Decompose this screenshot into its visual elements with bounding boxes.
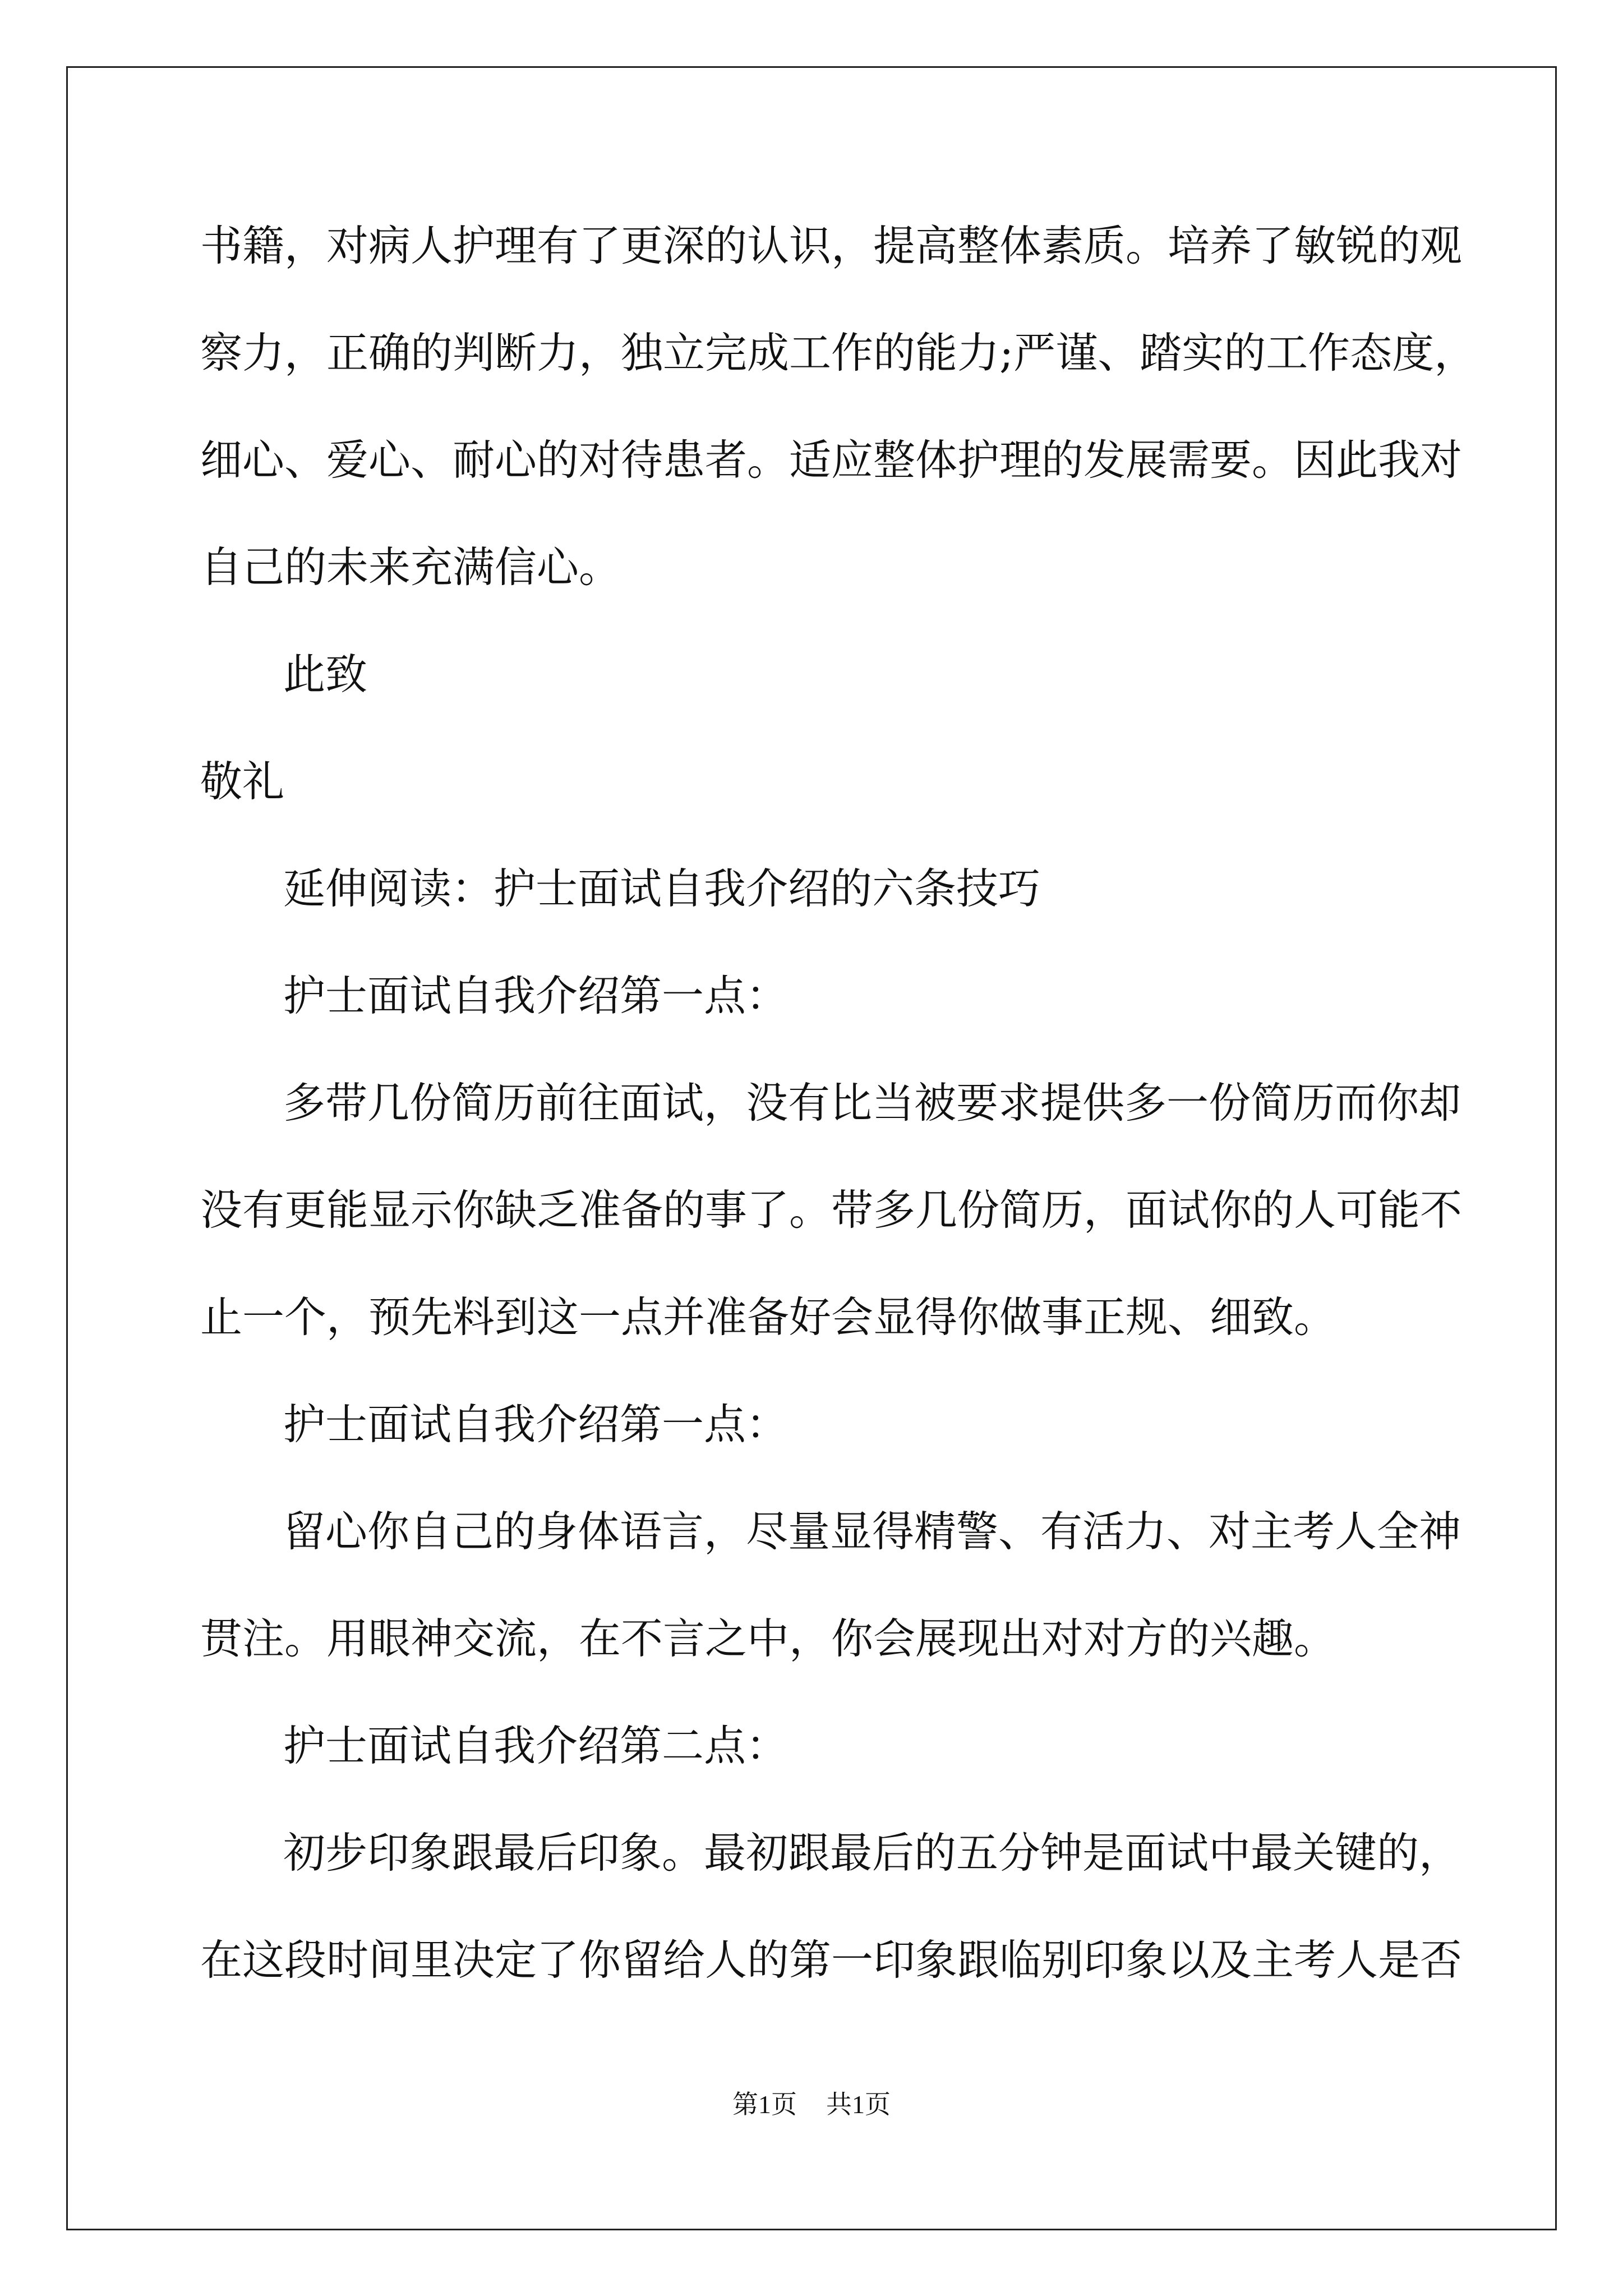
text-line-11: 止一个，预先料到这一点并准备好会显得你做事正规、细致。 [200, 1292, 1336, 1342]
document-body [200, 214, 1477, 2036]
salutation-line: 此致 [283, 650, 368, 699]
page-footer [0, 2088, 1623, 2122]
text-line-14: 贯注。用眼神交流，在不言之中，你会展现出对对方的兴趣。 [200, 1614, 1336, 1663]
text-line-9: 多带几份简历前往面试，没有比当被要求提供多一份简历而你却 [283, 1078, 1461, 1128]
text-line-17: 在这段时间里决定了你留给人的第一印象跟临别印象以及主考人是否 [200, 1935, 1463, 1985]
text-line-10: 没有更能显示你缺乏准备的事了。带多几份简历，面试你的人可能不 [200, 1185, 1463, 1235]
closing-line: 敬礼 [200, 757, 285, 806]
text-line-4: 自己的未来充满信心。 [200, 542, 621, 592]
text-line-1: 书籍，对病人护理有了更深的认识，提高整体素质。培养了敏锐的观 [200, 221, 1463, 270]
page-total: 共1页 [826, 2090, 891, 2119]
text-line-2: 察力，正确的判断力，独立完成工作的能力;严谨、踏实的工作态度， [200, 328, 1477, 378]
page-number: 第1页 [732, 2090, 797, 2119]
text-line-16: 初步印象跟最后印象。最初跟最后的五分钟是面试中最关键的， [283, 1828, 1461, 1878]
text-line-3: 细心、爱心、耐心的对待患者。适应整体护理的发展需要。因此我对 [200, 435, 1463, 485]
section-heading: 延伸阅读：护士面试自我介绍的六条技巧 [283, 864, 1041, 913]
tip-heading-2: 护士面试自我介绍第一点： [283, 1400, 789, 1449]
text-line-13: 留心你自己的身体语言，尽量显得精警、有活力、对主考人全神 [283, 1507, 1461, 1556]
tip-heading-3: 护士面试自我介绍第二点： [283, 1721, 789, 1770]
tip-heading-1: 护士面试自我介绍第一点： [283, 971, 789, 1020]
